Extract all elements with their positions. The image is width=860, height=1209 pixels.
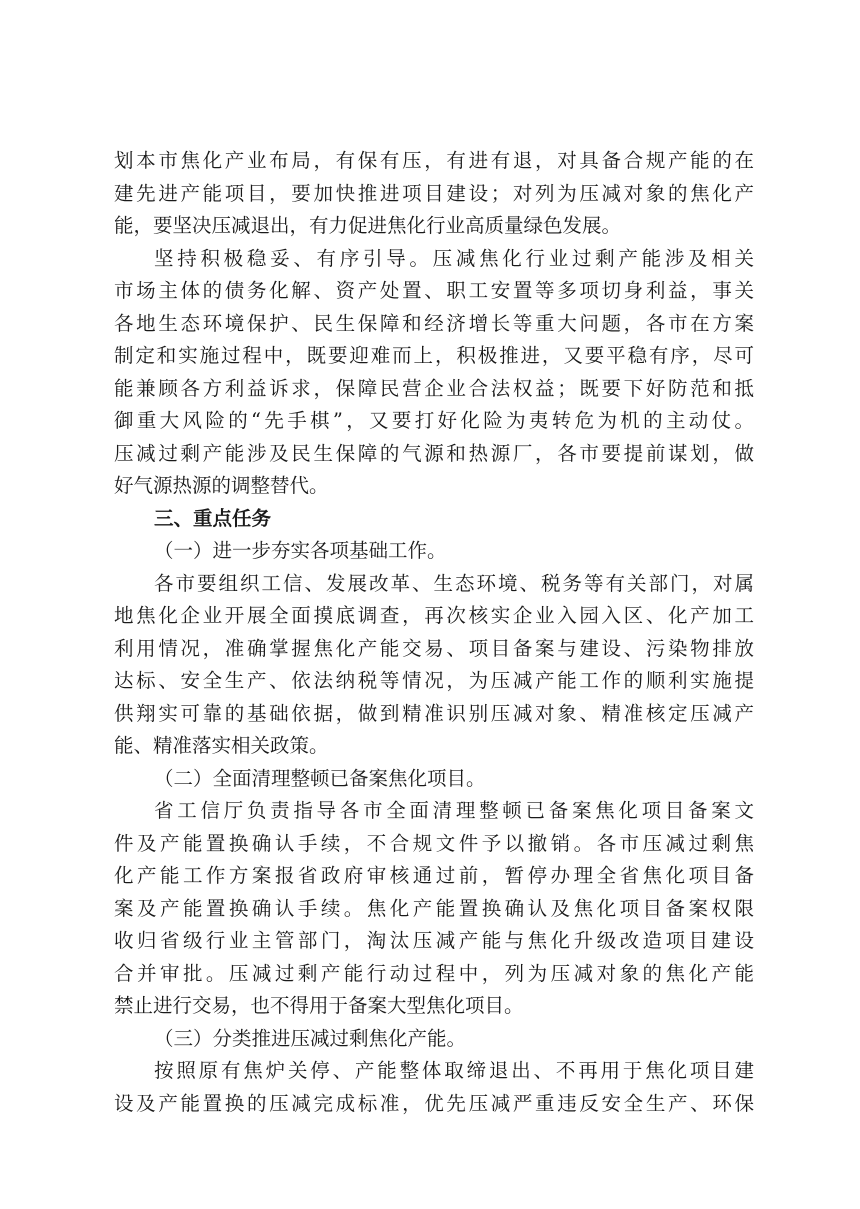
text-line: 能兼顾各方利益诉求，保障民营企业合法权益；既要下好防范和抵: [114, 376, 754, 400]
text-line: （三）分类推进压减过剩焦化产能。: [154, 1026, 467, 1050]
text-line: 利用情况，准确掌握焦化产能交易、项目备案与建设、污染物排放: [114, 636, 754, 660]
text-line: 各地生态环境保护、民生保障和经济增长等重大问题，各市在方案: [114, 311, 754, 335]
text-line: 御重大风险的“先手棋”，又要打好化险为夷转危为机的主动仗。: [114, 409, 754, 432]
text-line: 制定和实施过程中，既要迎难而上，积极推进，又要平稳有序，尽可: [114, 344, 754, 367]
text-line: 压减过剩产能涉及民生保障的气源和热源厂，各市要提前谋划，做: [114, 441, 754, 465]
text-line: 按照原有焦炉关停、产能整体取缔退出、不再用于焦化项目建: [154, 1059, 754, 1082]
text-line: 设及产能置换的压减完成标准，优先压减严重违反安全生产、环保: [114, 1091, 754, 1115]
text-line: 地焦化企业开展全面摸底调查，再次核实企业入园入区、化产加工: [114, 604, 754, 627]
text-line: 市场主体的债务化解、资产处置、职工安置等多项切身利益，事关: [114, 279, 754, 302]
document-page: [114, 145, 754, 1120]
body-paragraph: [114, 795, 754, 1023]
text-line: 禁止进行交易，也不得用于备案大型焦化项目。: [114, 994, 524, 1017]
text-line: 供翔实可靠的基础依据，做到精准识别压减对象、精准核定压减产: [114, 701, 754, 725]
text-line: 划本市焦化产业布局，有保有压，有进有退，对具备合规产能的在: [114, 149, 754, 172]
text-line: 件及产能置换确认手续，不合规文件予以撤销。各市压减过剩焦: [114, 831, 754, 855]
text-line: 案及产能置换确认手续。焦化产能置换确认及焦化项目备案权限: [114, 896, 754, 920]
text-line: 化产能工作方案报省政府审核通过前，暂停办理全省焦化项目备: [114, 864, 754, 887]
text-line: 能，要坚决压减退出，有力促进焦化行业高质量绿色发展。: [114, 214, 622, 237]
text-line: 各市要组织工信、发展改革、生态环境、税务等有关部门，对属: [154, 571, 754, 595]
body-paragraph: [114, 568, 754, 763]
text-line: 合并审批。压减过剩产能行动过程中，列为压减对象的焦化产能: [114, 961, 754, 985]
text-line: 三、重点任务: [154, 506, 272, 530]
text-line: 能、精准落实相关政策。: [114, 734, 329, 757]
text-line: （一）进一步夯实各项基础工作。: [154, 539, 447, 562]
text-line: 收归省级行业主管部门，淘汰压减产能与焦化升级改造项目建设: [114, 929, 754, 952]
text-line: （二）全面清理整顿已备案焦化项目。: [154, 766, 486, 790]
text-line: 省工信厅负责指导各市全面清理整顿已备案焦化项目备案文: [154, 799, 754, 822]
text-line: 坚持积极稳妥、有序引导。压减焦化行业过剩产能涉及相关: [154, 246, 754, 270]
section-heading: [114, 503, 754, 536]
subsection-heading: [114, 535, 754, 568]
text-line: 达标、安全生产、依法纳税等情况，为压减产能工作的顺利实施提: [114, 669, 754, 692]
text-line: 好气源热源的调整替代。: [114, 474, 329, 497]
text-line: 建先进产能项目，要加快推进项目建设；对列为压减对象的焦化产: [114, 181, 754, 205]
subsection-heading: [114, 1023, 754, 1056]
body-paragraph: [114, 1055, 754, 1120]
body-paragraph: [114, 243, 754, 503]
subsection-heading: [114, 763, 754, 796]
body-paragraph: [114, 145, 754, 243]
